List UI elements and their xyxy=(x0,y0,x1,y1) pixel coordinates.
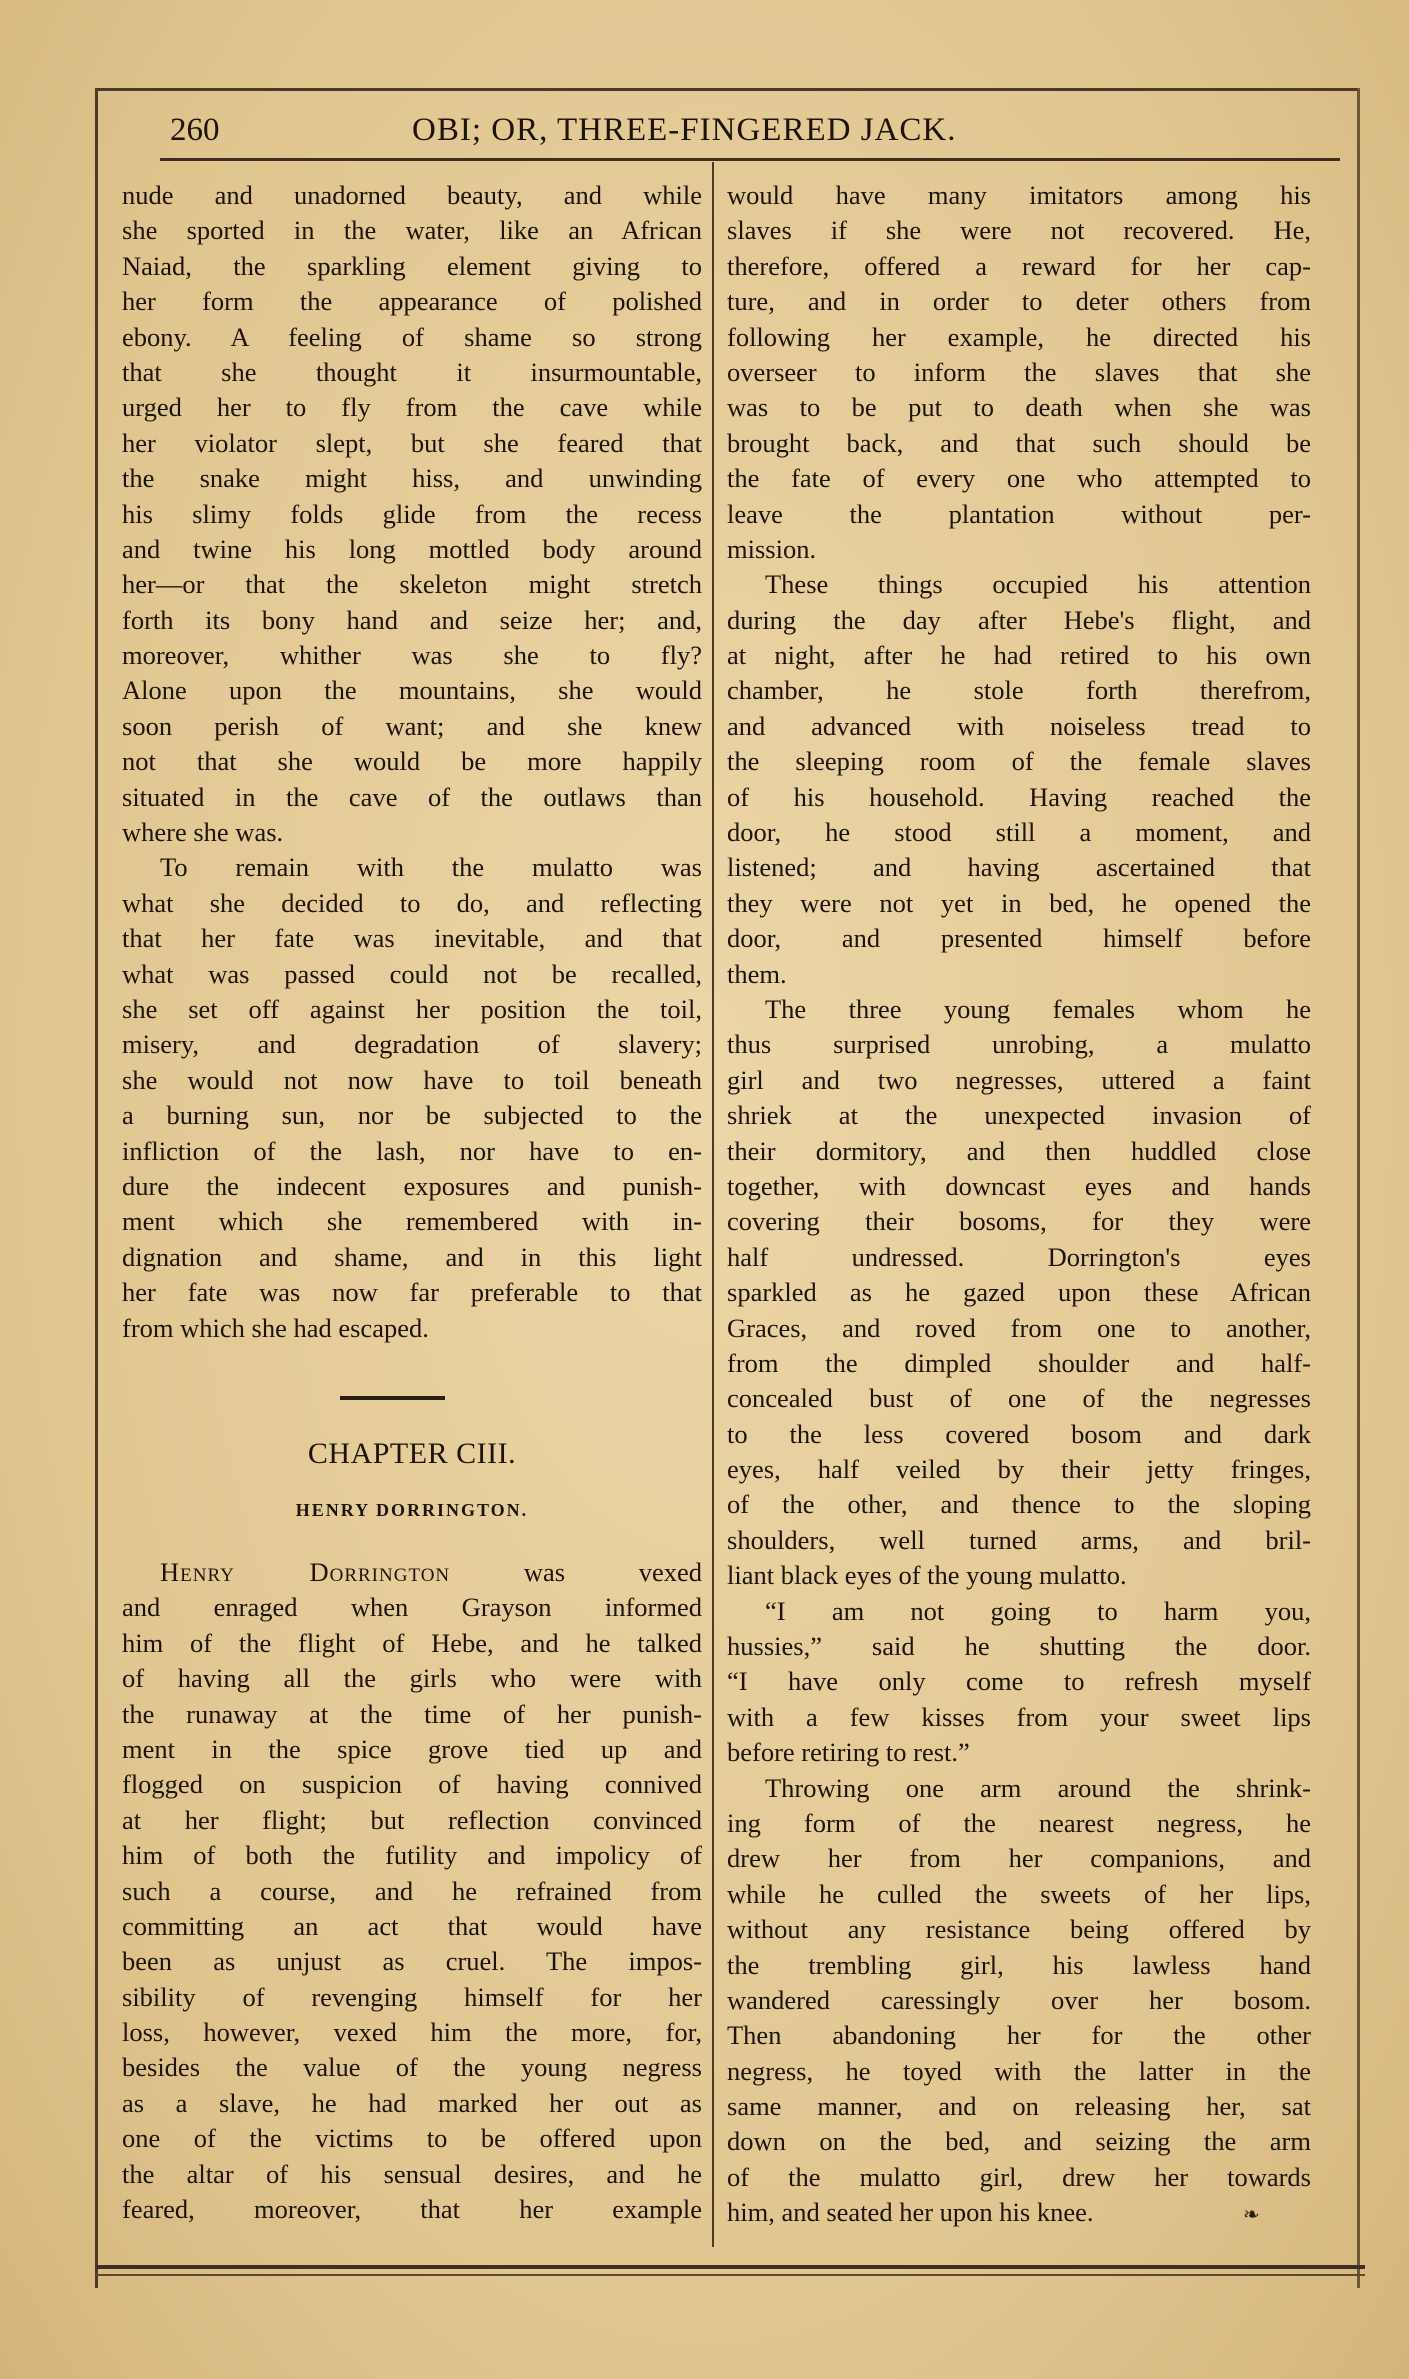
text-line: where she was. xyxy=(122,817,284,848)
text-line: and advanced with noiseless tread to xyxy=(727,710,1311,741)
text-line: loss, however, vexed him the more, for, xyxy=(122,2017,702,2048)
text-line: his slimy folds glide from the recess xyxy=(122,498,702,529)
text-line: her—or that the skeleton might stretch xyxy=(122,569,702,600)
text-line: thus surprised unrobing, a mulatto xyxy=(727,1029,1311,1060)
text-line: she set off against her position the toil, xyxy=(122,993,702,1024)
text-line: following her example, he directed his xyxy=(727,321,1311,352)
text-line: her fate was now far preferable to that xyxy=(122,1277,702,1308)
text-line: listened; and having ascertained that xyxy=(727,852,1311,883)
text-line: half undressed. Dorrington's eyes xyxy=(727,1241,1311,1272)
text-line: hussies,” said he shutting the door. xyxy=(727,1631,1311,1662)
text-line: the sleeping room of the female slaves xyxy=(727,746,1311,777)
text-line: covering their bosoms, for they were xyxy=(727,1206,1311,1237)
text-line: negress, he toyed with the latter in the xyxy=(727,2055,1311,2086)
text-line: them. xyxy=(727,958,787,989)
text-line: they were not yet in bed, he opened the xyxy=(727,887,1311,918)
running-head: OBI; OR, THREE-FINGERED JACK. xyxy=(412,112,957,148)
text-line: ebony. A feeling of shame so strong xyxy=(122,321,702,352)
text-line: Alone upon the mountains, she would xyxy=(122,675,702,706)
right-column xyxy=(727,178,1311,2231)
header-rule xyxy=(160,158,1340,161)
text-line: wandered caressingly over her bosom. xyxy=(727,1984,1311,2015)
tailpiece-ornament-icon: ❧ xyxy=(1243,2202,1260,2226)
text-line: her violator slept, but she feared that xyxy=(122,427,702,458)
text-line: dignation and shame, and in this light xyxy=(122,1241,702,1272)
text-line: overseer to inform the slaves that she xyxy=(727,356,1311,387)
text-line: These things occupied his attention xyxy=(765,569,1311,600)
text-line: the altar of his sensual desires, and he xyxy=(122,2158,702,2189)
text-line: liant black eyes of the young mulatto. xyxy=(727,1560,1127,1591)
text-line: “I have only come to refresh myself xyxy=(727,1666,1311,1697)
text-line: the snake might hiss, and unwinding xyxy=(122,463,702,494)
text-line: sibility of revenging himself for her xyxy=(122,1981,702,2012)
frame-right-rule xyxy=(1357,88,1360,2288)
page-number: 260 xyxy=(170,112,220,148)
text-line: Graces, and roved from one to another, xyxy=(727,1312,1311,1343)
text-line: Throwing one arm around the shrink- xyxy=(765,1772,1311,1803)
text-line: the trembling girl, his lawless hand xyxy=(727,1949,1311,1980)
text-line: before retiring to rest.” xyxy=(727,1737,970,1768)
text-line: what was passed could not be recalled, xyxy=(122,958,702,989)
text-line: at her flight; but reflection convinced xyxy=(122,1804,702,1835)
text-line: from the dimpled shoulder and half- xyxy=(727,1347,1311,1378)
text-line: together, with downcast eyes and hands xyxy=(727,1170,1311,1201)
text-line: not that she would be more happily xyxy=(122,746,702,777)
text-line: ing form of the nearest negress, he xyxy=(727,1807,1311,1838)
frame-bottom-rule xyxy=(95,2265,1365,2269)
text-line: her form the appearance of polished xyxy=(122,286,702,317)
text-line: what she decided to do, and reflecting xyxy=(122,887,702,918)
text-line: the fate of every one who attempted to xyxy=(727,463,1311,494)
text-line: she sported in the water, like an African xyxy=(122,215,702,246)
frame-left-rule xyxy=(95,88,98,2288)
text-line: with a few kisses from your sweet lips xyxy=(727,1701,1311,1732)
text-line: the runaway at the time of her punish- xyxy=(122,1698,702,1729)
text-line: flogged on suspicion of having connived xyxy=(122,1769,702,1800)
text-line: as a slave, he had marked her out as xyxy=(122,2087,702,2118)
text-line: ture, and in order to deter others from xyxy=(727,286,1311,317)
text-line: Then abandoning her for the other xyxy=(727,2020,1311,2051)
text-line: would have many imitators among his xyxy=(727,180,1311,210)
text-line: drew her from her companions, and xyxy=(727,1843,1311,1874)
text-line: concealed bust of one of the negresses xyxy=(727,1383,1311,1414)
text-line: of the mulatto girl, drew her towards xyxy=(727,2161,1311,2192)
chapter-subtitle: HENRY DORRINGTON. xyxy=(295,1500,529,1520)
text-line: eyes, half veiled by their jetty fringes, xyxy=(727,1454,1311,1485)
text-line: down on the bed, and seizing the arm xyxy=(727,2126,1311,2157)
text-line: to the less covered bosom and dark xyxy=(727,1418,1311,1449)
chapter-title: CHAPTER CIII. xyxy=(307,1437,517,1470)
text-line: of having all the girls who were with xyxy=(122,1663,702,1694)
text-line: door, and presented himself before xyxy=(727,923,1311,954)
text-line: mission. xyxy=(727,533,817,564)
text-line: was to be put to death when she was xyxy=(727,392,1311,423)
text-line: she would not now have to toil beneath xyxy=(122,1064,702,1095)
left-column-top xyxy=(122,178,702,1346)
text-line: their dormitory, and then huddled close xyxy=(727,1135,1311,1166)
text-line: moreover, whither was she to fly? xyxy=(122,640,702,671)
left-column-bottom xyxy=(122,1555,702,2227)
text-line: him of the flight of Hebe, and he talked xyxy=(122,1627,702,1658)
frame-bottom-rule-thin xyxy=(95,2274,1365,2276)
text-line: besides the value of the young negress xyxy=(122,2052,702,2083)
text-line: that her fate was inevitable, and that xyxy=(122,923,702,954)
text-line: dure the indecent exposures and punish- xyxy=(122,1170,702,1201)
text-line: him of both the futility and impolicy of xyxy=(122,1840,702,1871)
text-line: To remain with the mulatto was xyxy=(160,852,702,883)
text-line: “I am not going to harm you, xyxy=(765,1595,1311,1626)
text-line: ment in the spice grove tied up and xyxy=(122,1733,702,1764)
text-line: slaves if she were not recovered. He, xyxy=(727,215,1311,246)
text-line: been as unjust as cruel. The impos- xyxy=(122,1946,702,1977)
frame-top-rule xyxy=(95,88,1360,91)
text-line: soon perish of want; and she knew xyxy=(122,710,702,741)
text-line: infliction of the lash, nor have to en- xyxy=(122,1135,702,1166)
text-line: nude and unadorned beauty, and while xyxy=(122,180,702,210)
text-line: from which she had escaped. xyxy=(122,1312,429,1343)
text-line: committing an act that would have xyxy=(122,1910,702,1941)
text-line: of the other, and thence to the sloping xyxy=(727,1489,1311,1520)
text-line: such a course, and he refrained from xyxy=(122,1875,702,1906)
text-line: while he culled the sweets of her lips, xyxy=(727,1878,1311,1909)
text-line: at night, after he had retired to his own xyxy=(727,640,1311,671)
text-line: without any resistance being offered by xyxy=(727,1914,1311,1945)
text-line: during the day after Hebe's flight, and xyxy=(727,604,1311,635)
text-line: feared, moreover, that her example xyxy=(122,2194,702,2225)
text-line: urged her to fly from the cave while xyxy=(122,392,702,423)
chapter-separator-rule xyxy=(340,1396,445,1400)
text-line: and enraged when Grayson informed xyxy=(122,1592,702,1623)
text-line: chamber, he stole forth therefrom, xyxy=(727,675,1311,706)
text-line: leave the plantation without per- xyxy=(727,498,1311,529)
text-line: that she thought it insurmountable, xyxy=(122,356,702,387)
text-line: of his household. Having reached the xyxy=(727,781,1311,812)
text-line: Naiad, the sparkling element giving to xyxy=(122,250,702,281)
text-line: ment which she remembered with in- xyxy=(122,1206,702,1237)
opening-line-rest: was vexed xyxy=(450,1557,702,1587)
text-line: misery, and degradation of slavery; xyxy=(122,1029,702,1060)
text-line: The three young females whom he xyxy=(765,993,1311,1024)
text-line: brought back, and that such should be xyxy=(727,427,1311,458)
text-line: him, and seated her upon his knee. xyxy=(727,2197,1094,2228)
text-line: shoulders, well turned arms, and bril- xyxy=(727,1524,1311,1555)
text-line-opening xyxy=(122,1555,702,1590)
text-line: forth its bony hand and seize her; and, xyxy=(122,604,702,635)
text-line: and twine his long mottled body around xyxy=(122,533,702,564)
text-line: girl and two negresses, uttered a faint xyxy=(727,1064,1311,1095)
text-line: shriek at the unexpected invasion of xyxy=(727,1100,1311,1131)
text-line: same manner, and on releasing her, sat xyxy=(727,2091,1311,2122)
text-line: a burning sun, nor be subjected to the xyxy=(122,1100,702,1131)
text-line: door, he stood still a moment, and xyxy=(727,817,1311,848)
column-divider xyxy=(712,162,714,2247)
text-line: therefore, offered a reward for her cap- xyxy=(727,250,1311,281)
text-line: sparkled as he gazed upon these African xyxy=(727,1277,1311,1308)
text-line: situated in the cave of the outlaws than xyxy=(122,781,702,812)
text-line: one of the victims to be offered upon xyxy=(122,2123,702,2154)
opening-words: Henry Dorrington xyxy=(160,1557,451,1587)
